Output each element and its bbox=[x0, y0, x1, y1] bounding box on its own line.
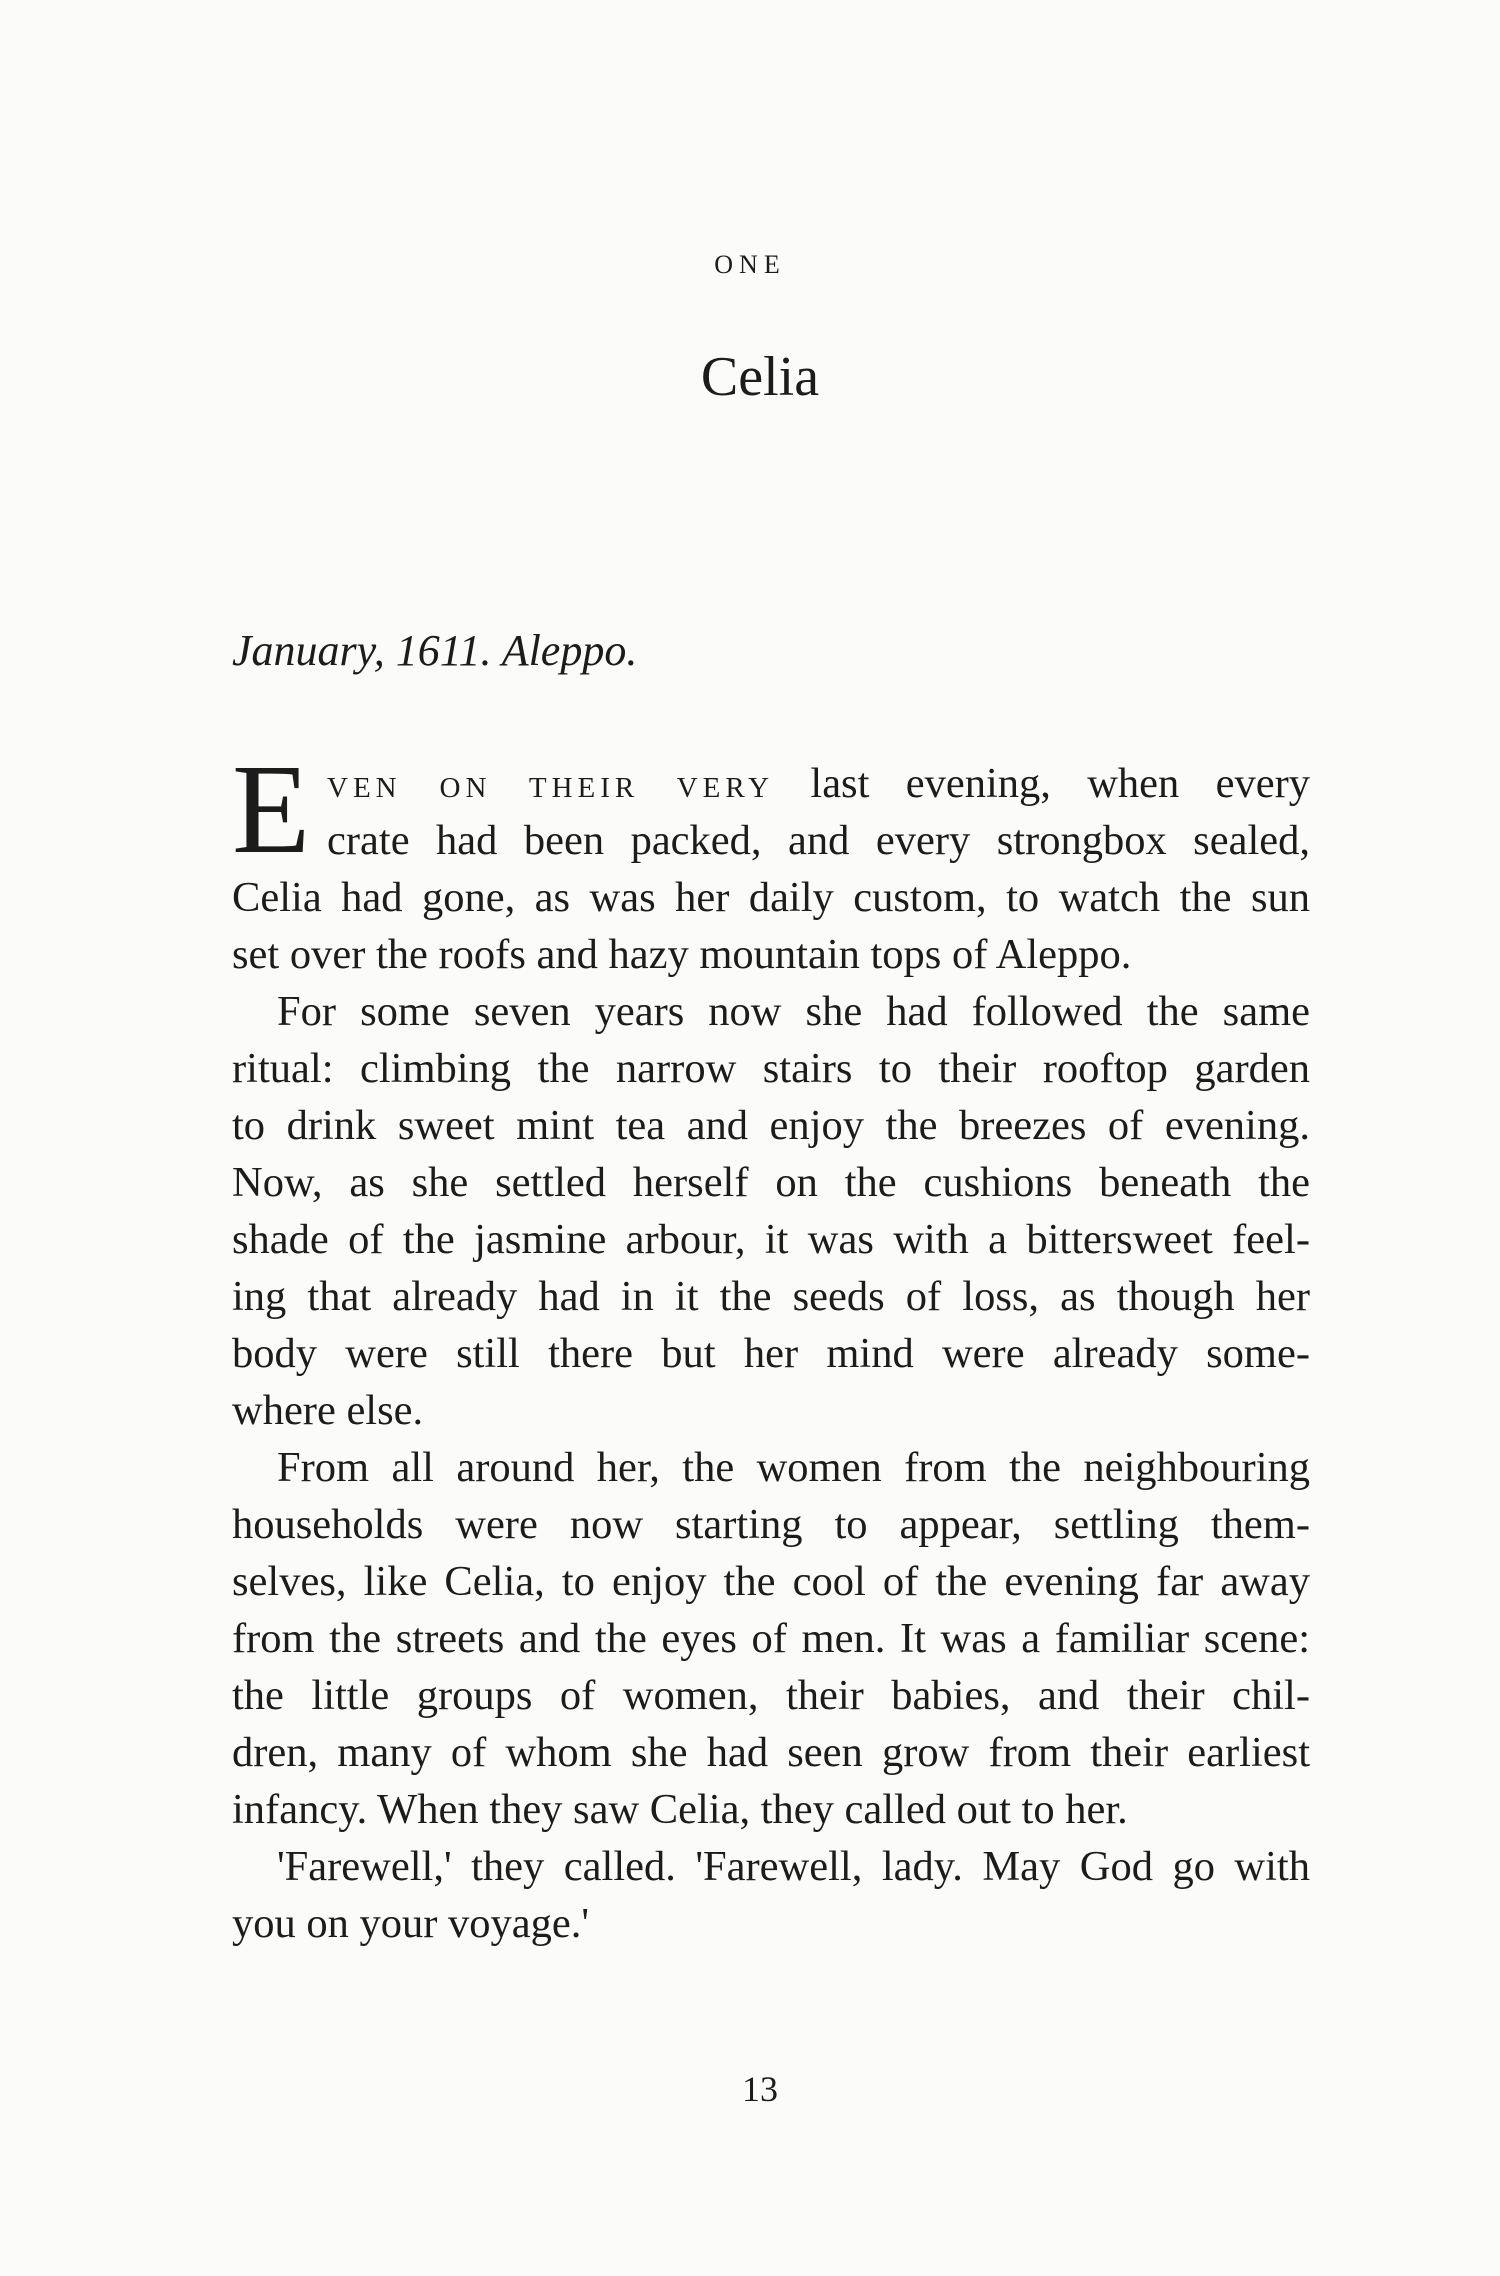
text-line: selves, like Celia, to enjoy the cool of the evening far away bbox=[232, 1558, 1310, 1605]
text-line: 'Farewell,' they called. 'Farewell, lady. May God go with bbox=[277, 1843, 1310, 1890]
text-line: Celia had gone, as was her daily custom, to watch the sun bbox=[232, 874, 1310, 921]
text-line: crate had been packed, and every strongbox sealed, bbox=[327, 817, 1310, 864]
drop-cap: E bbox=[232, 738, 311, 880]
text-line: Now, as she settled herself on the cushions beneath the bbox=[232, 1159, 1310, 1206]
chapter-title: Celia bbox=[700, 346, 820, 408]
text-line: For some seven years now she had followed the same bbox=[277, 988, 1310, 1035]
text-line: ritual: climbing the narrow stairs to their rooftop garden bbox=[232, 1045, 1310, 1092]
text-line: body were still there but her mind were already some- bbox=[232, 1330, 1310, 1377]
text-line: the little groups of women, their babies, and their chil- bbox=[232, 1672, 1310, 1719]
dateline: January, 1611. Aleppo. bbox=[232, 626, 638, 675]
text-line: households were now starting to appear, settling them- bbox=[232, 1501, 1310, 1548]
text-line: to drink sweet mint tea and enjoy the breezes of evening. bbox=[232, 1102, 1310, 1149]
text-line: shade of the jasmine arbour, it was with a bittersweet feel- bbox=[232, 1216, 1310, 1263]
text-line: you on your voyage.' bbox=[232, 1900, 590, 1947]
text-line: infancy. When they saw Celia, they called out to her. bbox=[232, 1786, 1128, 1833]
chapter-number: ONE bbox=[714, 250, 786, 279]
body-text bbox=[232, 738, 1311, 1952]
text-line: set over the roofs and hazy mountain tops of Aleppo. bbox=[232, 931, 1132, 978]
text-line: where else. bbox=[232, 1387, 424, 1434]
text-line: ing that already had in it the seeds of loss, as though her bbox=[232, 1273, 1310, 1320]
text-line: from the streets and the eyes of men. It was a familiar scene: bbox=[232, 1615, 1310, 1662]
text-line: VEN ON THEIR VERY last evening, when every bbox=[327, 760, 1311, 807]
text-line: From all around her, the women from the neighbouring bbox=[277, 1444, 1310, 1491]
page-number: 13 bbox=[742, 2069, 778, 2109]
small-caps-opening: VEN ON THEIR VERY bbox=[327, 772, 775, 804]
text-line: dren, many of whom she had seen grow from their earliest bbox=[232, 1729, 1310, 1776]
